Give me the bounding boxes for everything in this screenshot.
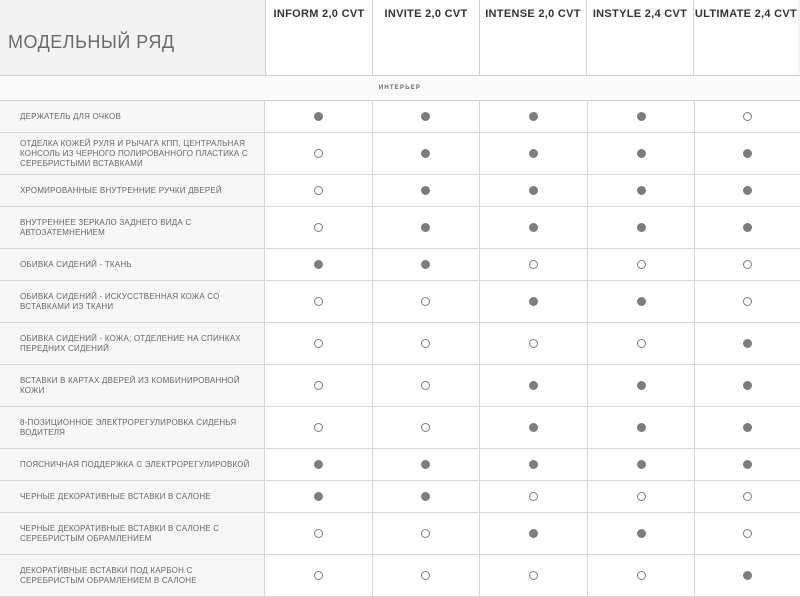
cell-invite (372, 365, 480, 406)
cell-ultimate (694, 101, 800, 132)
table-row (0, 175, 800, 207)
filled-circle-icon (529, 381, 538, 390)
cell-inform (264, 323, 372, 364)
feature-label: 8-ПОЗИЦИОННОЕ ЭЛЕКТРОРЕГУЛИРОВКА СИДЕНЬЯ ВОДИТЕЛЯ (0, 407, 264, 448)
cell-inform (264, 365, 372, 406)
filled-circle-icon (314, 460, 323, 469)
cell-invite (372, 407, 480, 448)
table-row (0, 513, 800, 555)
empty-circle-icon (637, 492, 646, 501)
empty-circle-icon (314, 186, 323, 195)
cell-invite (372, 555, 480, 596)
filled-circle-icon (743, 223, 752, 232)
filled-circle-icon (743, 460, 752, 469)
filled-circle-icon (421, 460, 430, 469)
table-row (0, 249, 800, 281)
empty-circle-icon (529, 260, 538, 269)
empty-circle-icon (529, 571, 538, 580)
cell-invite (372, 481, 480, 512)
feature-label: ВСТАВКИ В КАРТАХ ДВЕРЕЙ ИЗ КОМБИНИРОВАННОЙ КОЖИ (0, 365, 264, 406)
filled-circle-icon (421, 223, 430, 232)
empty-circle-icon (421, 297, 430, 306)
empty-circle-icon (529, 339, 538, 348)
table-row (0, 133, 800, 175)
empty-circle-icon (637, 260, 646, 269)
empty-circle-icon (637, 339, 646, 348)
filled-circle-icon (637, 381, 646, 390)
cell-inform (264, 481, 372, 512)
cell-ultimate (694, 365, 800, 406)
feature-label: ОБИВКА СИДЕНИЙ - ТКАНЬ (0, 249, 264, 280)
cell-ultimate (694, 481, 800, 512)
cell-inform (264, 133, 372, 174)
column-header-ultimate: ULTIMATE 2,4 CVT (693, 0, 798, 75)
empty-circle-icon (743, 297, 752, 306)
filled-circle-icon (529, 423, 538, 432)
table-row (0, 281, 800, 323)
table-row (0, 323, 800, 365)
cell-intense (479, 281, 587, 322)
empty-circle-icon (743, 112, 752, 121)
filled-circle-icon (637, 186, 646, 195)
filled-circle-icon (314, 112, 323, 121)
cell-ultimate (694, 323, 800, 364)
cell-inform (264, 101, 372, 132)
cell-invite (372, 249, 480, 280)
table-row (0, 407, 800, 449)
cell-invite (372, 449, 480, 480)
feature-label: ОТДЕЛКА КОЖЕЙ РУЛЯ И РЫЧАГА КПП, ЦЕНТРАЛЬНАЯ КОНСОЛЬ ИЗ ЧЕРНОГО ПОЛИРОВАННОГО ПЛАСТИКА С СЕРЕБРИСТЫМИ ВСТАВКАМИ (0, 133, 264, 174)
empty-circle-icon (314, 571, 323, 580)
empty-circle-icon (743, 492, 752, 501)
cell-ultimate (694, 207, 800, 248)
cell-inform (264, 555, 372, 596)
cell-instyle (587, 249, 695, 280)
filled-circle-icon (637, 423, 646, 432)
filled-circle-icon (421, 112, 430, 121)
filled-circle-icon (421, 149, 430, 158)
feature-label: ОБИВКА СИДЕНИЙ - ИСКУССТВЕННАЯ КОЖА СО ВСТАВКАМИ ИЗ ТКАНИ (0, 281, 264, 322)
feature-label: ЧЕРНЫЕ ДЕКОРАТИВНЫЕ ВСТАВКИ В САЛОНЕ С СЕРЕБРИСТЫМ ОБРАМЛЕНИЕМ (0, 513, 264, 554)
cell-invite (372, 207, 480, 248)
cell-invite (372, 281, 480, 322)
cell-intense (479, 175, 587, 206)
filled-circle-icon (529, 112, 538, 121)
cell-invite (372, 513, 480, 554)
filled-circle-icon (529, 149, 538, 158)
cell-instyle (587, 133, 695, 174)
column-header-instyle: INSTYLE 2,4 CVT (586, 0, 693, 75)
empty-circle-icon (421, 339, 430, 348)
cell-instyle (587, 365, 695, 406)
filled-circle-icon (529, 460, 538, 469)
filled-circle-icon (637, 529, 646, 538)
filled-circle-icon (529, 297, 538, 306)
cell-intense (479, 101, 587, 132)
cell-inform (264, 407, 372, 448)
filled-circle-icon (637, 297, 646, 306)
filled-circle-icon (637, 112, 646, 121)
filled-circle-icon (743, 149, 752, 158)
cell-intense (479, 323, 587, 364)
empty-circle-icon (314, 223, 323, 232)
table-row (0, 207, 800, 249)
cell-intense (479, 449, 587, 480)
filled-circle-icon (743, 423, 752, 432)
cell-invite (372, 133, 480, 174)
column-header-invite: INVITE 2,0 CVT (372, 0, 479, 75)
cell-intense (479, 133, 587, 174)
cell-ultimate (694, 175, 800, 206)
empty-circle-icon (743, 529, 752, 538)
feature-label: ДЕРЖАТЕЛЬ ДЛЯ ОЧКОВ (0, 101, 264, 132)
cell-instyle (587, 175, 695, 206)
filled-circle-icon (421, 260, 430, 269)
feature-label: ДЕКОРАТИВНЫЕ ВСТАВКИ ПОД КАРБОН С СЕРЕБРИСТЫМ ОБРАМЛЕНИЕМ В САЛОНЕ (0, 555, 264, 596)
feature-label: ВНУТРЕННЕЕ ЗЕРКАЛО ЗАДНЕГО ВИДА С АВТОЗАТЕМНЕНИЕМ (0, 207, 264, 248)
cell-ultimate (694, 513, 800, 554)
feature-label: ХРОМИРОВАННЫЕ ВНУТРЕННИЕ РУЧКИ ДВЕРЕЙ (0, 175, 264, 206)
cell-instyle (587, 449, 695, 480)
table-row (0, 365, 800, 407)
cell-invite (372, 101, 480, 132)
table-row (0, 481, 800, 513)
filled-circle-icon (637, 460, 646, 469)
cell-instyle (587, 407, 695, 448)
empty-circle-icon (314, 381, 323, 390)
filled-circle-icon (314, 260, 323, 269)
cell-intense (479, 481, 587, 512)
cell-instyle (587, 101, 695, 132)
filled-circle-icon (529, 223, 538, 232)
empty-circle-icon (421, 529, 430, 538)
cell-instyle (587, 323, 695, 364)
empty-circle-icon (314, 529, 323, 538)
cell-ultimate (694, 449, 800, 480)
cell-instyle (587, 207, 695, 248)
filled-circle-icon (314, 492, 323, 501)
empty-circle-icon (421, 423, 430, 432)
feature-label: ЧЕРНЫЕ ДЕКОРАТИВНЫЕ ВСТАВКИ В САЛОНЕ (0, 481, 264, 512)
filled-circle-icon (743, 381, 752, 390)
cell-intense (479, 407, 587, 448)
cell-invite (372, 175, 480, 206)
cell-instyle (587, 281, 695, 322)
cell-inform (264, 449, 372, 480)
feature-label: ОБИВКА СИДЕНИЙ - КОЖА; ОТДЕЛЕНИЕ НА СПИНКАХ ПЕРЕДНИХ СИДЕНИЙ (0, 323, 264, 364)
cell-ultimate (694, 407, 800, 448)
cell-ultimate (694, 249, 800, 280)
page-title: МОДЕЛЬНЫЙ РЯД (0, 0, 265, 75)
table-row (0, 101, 800, 133)
filled-circle-icon (743, 571, 752, 580)
cell-intense (479, 207, 587, 248)
section-heading: ИНТЕРЬЕР (0, 76, 800, 101)
filled-circle-icon (421, 492, 430, 501)
filled-circle-icon (421, 186, 430, 195)
cell-inform (264, 513, 372, 554)
empty-circle-icon (314, 297, 323, 306)
empty-circle-icon (421, 571, 430, 580)
cell-intense (479, 249, 587, 280)
empty-circle-icon (314, 423, 323, 432)
column-header-inform: INFORM 2,0 CVT (265, 0, 372, 75)
cell-instyle (587, 555, 695, 596)
table-row (0, 555, 800, 597)
empty-circle-icon (637, 571, 646, 580)
cell-intense (479, 555, 587, 596)
empty-circle-icon (314, 339, 323, 348)
cell-ultimate (694, 555, 800, 596)
empty-circle-icon (529, 492, 538, 501)
table-row (0, 449, 800, 481)
filled-circle-icon (743, 186, 752, 195)
filled-circle-icon (529, 529, 538, 538)
table-header (0, 0, 800, 76)
filled-circle-icon (743, 339, 752, 348)
cell-inform (264, 207, 372, 248)
cell-inform (264, 175, 372, 206)
cell-invite (372, 323, 480, 364)
cell-instyle (587, 513, 695, 554)
table-body (0, 101, 800, 597)
cell-instyle (587, 481, 695, 512)
empty-circle-icon (743, 260, 752, 269)
cell-intense (479, 513, 587, 554)
filled-circle-icon (637, 223, 646, 232)
filled-circle-icon (529, 186, 538, 195)
cell-ultimate (694, 133, 800, 174)
cell-inform (264, 249, 372, 280)
cell-intense (479, 365, 587, 406)
empty-circle-icon (421, 381, 430, 390)
column-header-intense: INTENSE 2,0 CVT (479, 0, 586, 75)
filled-circle-icon (637, 149, 646, 158)
cell-ultimate (694, 281, 800, 322)
empty-circle-icon (314, 149, 323, 158)
cell-inform (264, 281, 372, 322)
feature-label: ПОЯСНИЧНАЯ ПОДДЕРЖКА С ЭЛЕКТРОРЕГУЛИРОВКОЙ (0, 449, 264, 480)
